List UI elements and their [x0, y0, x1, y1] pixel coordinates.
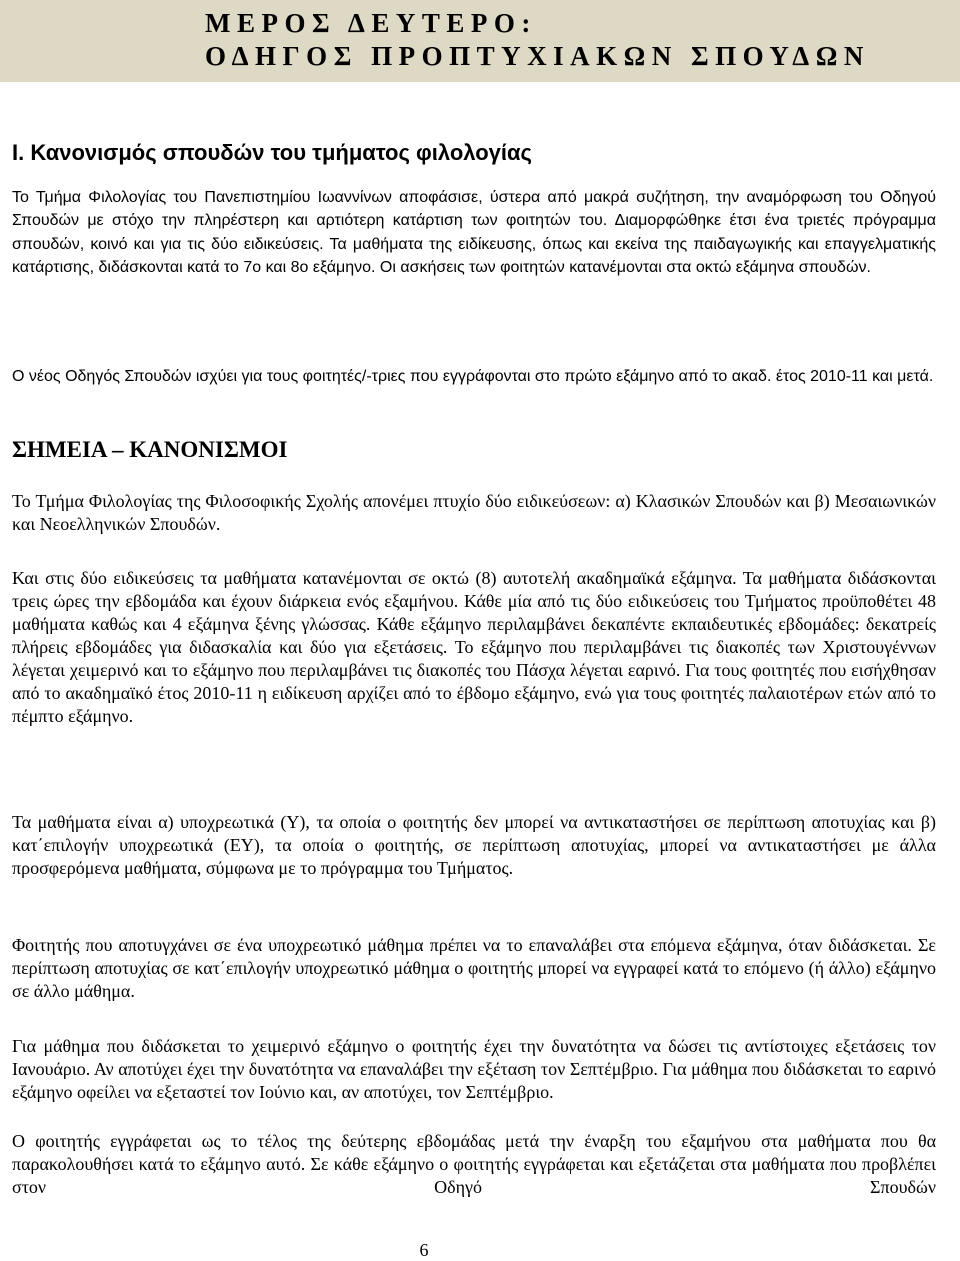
rules-paragraph-registration: Ο φοιτητής εγγράφεται ως το τέλος της δεύτερης εβδομάδας μετά την έναρξη του εξαμήνου στα μαθήματα που θα παρακολουθήσει κατά το εξάμηνο αυτό. Σε κάθε εξάμηνο ο φοιτητής εγγράφεται και εξετάζεται στα μαθήματα που προβλέπει στον Οδηγό Σπουδών	[12, 1131, 936, 1197]
page-number: 6	[419, 1240, 429, 1260]
validity-paragraph: Ο νέος Οδηγός Σπουδών ισχύει για τους φοιτητές/-τριες που εγγράφονται στο πρώτο εξάμηνο από το ακαδ. έτος 2010-11 και μετά.	[12, 368, 934, 385]
banner-subtitle: ΟΔΗΓΟΣ ΠΡΟΠΤΥΧΙΑΚΩΝ ΣΠΟΥΔΩΝ	[205, 41, 870, 71]
rules-paragraph-failure: Φοιτητής που αποτυγχάνει σε ένα υποχρεωτικό μάθημα πρέπει να το επαναλάβει στα επόμενα εξάμηνα, όταν διδάσκεται. Σε περίπτωση αποτυχίας σε κατ΄επιλογήν υποχρεωτικό μάθημα ο φοιτητής μπορεί να εγγραφεί κατά το επόμενο (ή άλλο) εξάμηνο σε άλλο μάθημα.	[12, 935, 936, 1001]
rules-paragraph-course-types: Τα μαθήματα είναι α) υποχρεωτικά (Υ), τα οποία ο φοιτητής δεν μπορεί να αντικαταστήσει σε περίπτωση αποτυχίας και β) κατ΄επιλογήν υποχρεωτικά (ΕΥ), τα οποία ο φοιτητής, σε περίπτωση αποτυχίας, μπορεί να αντικαταστήσει με άλλα προσφερόμενα μαθήματα, σύμφωνα με το πρόγραμμα του Τμήματος.	[12, 812, 936, 878]
banner-title: ΜΕΡΟΣ ΔΕΥΤΕΡΟ:	[205, 8, 537, 38]
chapter-banner	[0, 0, 960, 82]
rules-heading: ΣΗΜΕΙΑ – ΚΑΝΟΝΙΣΜΟΙ	[12, 437, 288, 462]
rules-paragraph-exams: Για μάθημα που διδάσκεται το χειμερινό εξάμηνο ο φοιτητής έχει την δυνατότητα να δώσει τις αντίστοιχες εξετάσεις τον Ιανουάριο. Αν αποτύχει έχει την δυνατότητα να επαναλάβει την εξέταση τον Σεπτέμβριο. Για μάθημα που διδάσκεται το εαρινό εξάμηνο οφείλει να εξεταστεί τον Ιούνιο και, αν αποτύχει, τον Σεπτέμβριο.	[12, 1036, 936, 1102]
rules-paragraph-degrees: Το Τμήμα Φιλολογίας της Φιλοσοφικής Σχολής απονέμει πτυχίο δύο ειδικεύσεων: α) Κλασικών Σπουδών και β) Μεσαιωνικών και Νεοελληνικών Σπουδών.	[12, 491, 936, 534]
rules-paragraph-semesters: Και στις δύο ειδικεύσεις τα μαθήματα κατανέμονται σε οκτώ (8) αυτοτελή ακαδημαϊκά εξάμηνα. Τα μαθήματα διδάσκονται τρεις ώρες την εβδομάδα και έχουν διάρκεια ενός εξαμήνου. Κάθε μία από τις δύο ειδικεύσεις του Τμήματος προϋποθέτει 48 μαθήματα καθώς και 4 εξάμηνα ξένης γλώσσας. Κάθε εξάμηνο περιλαμβάνει δεκαπέντε εκπαιδευτικές εβδομάδες: δεκατρείς πλήρεις εβδομάδες για διδασκαλία και δύο για εξετάσεις. Το εξάμηνο που περιλαμβάνει τις διακοπές των Χριστουγέννων λέγεται χειμερινό και το εξάμηνο που περιλαμβάνει τις διακοπές του Πάσχα λέγεται εαρινό. Για τους φοιτητές που εισήχθησαν από το ακαδημαϊκό έτος 2010-11 η ειδίκευση αρχίζει από το έβδομο εξάμηνο, ενώ για τους φοιτητές παλαιοτέρων ετών από το πέμπτο εξάμηνο.	[12, 568, 936, 726]
intro-paragraph: Το Τμήμα Φιλολογίας του Πανεπιστημίου Ιωαννίνων αποφάσισε, ύστερα από μακρά συζήτηση, την αναμόρφωση του Οδηγού Σπουδών με στόχο την πληρέστερη και αρτιότερη κατάρτιση των φοιτητών του. Διαμορφώθηκε έτσι ένα τριετές πρόγραμμα σπουδών, κοινό και για τις δύο ειδικεύσεις. Τα μαθήματα της ειδίκευσης, όπως και εκείνα της παιδαγωγικής και επαγγελματικής κατάρτισης, διδάσκονται κατά το 7ο και 8ο εξάμηνο. Οι ασκήσεις των φοιτητών κατανέμονται στα οκτώ εξάμηνα σπουδών.	[12, 189, 936, 276]
section-title: I. Κανονισμός σπουδών του τμήματος φιλολογίας	[12, 140, 532, 165]
